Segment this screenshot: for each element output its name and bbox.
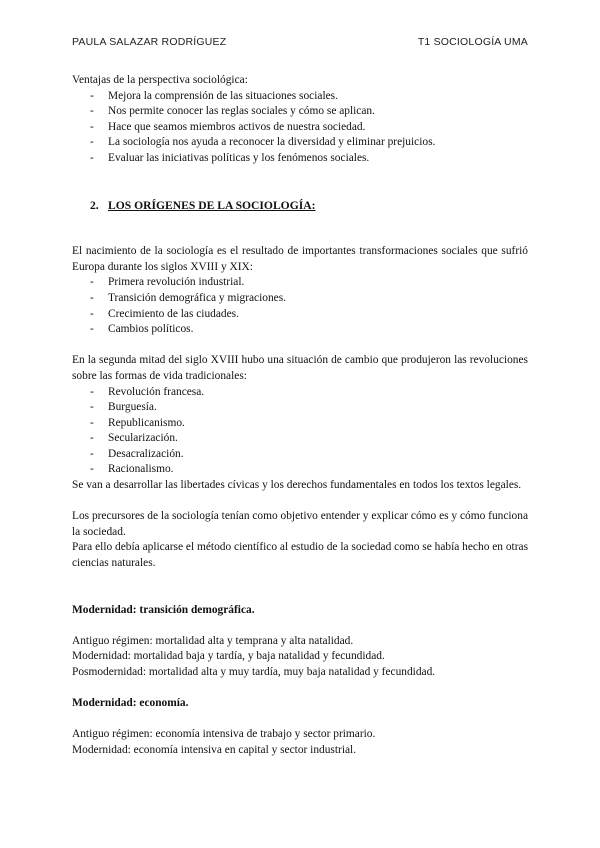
dash-bullet: - <box>90 105 94 118</box>
list-item <box>72 400 528 416</box>
dash-bullet: - <box>90 276 94 289</box>
list-item-text: Nos permite conocer las reglas sociales y cómo se aplican. <box>108 105 375 118</box>
dash-bullet: - <box>90 307 94 320</box>
siglo18-paragraph: En la segunda mitad del siglo XVIII hubo una situación de cambio que produjeron las revoluciones sobre las formas de vida tradicionales: <box>72 354 528 382</box>
list-item <box>72 447 528 463</box>
list-item-text: Evaluar las iniciativas políticas y los fenómenos sociales. <box>108 151 370 164</box>
list-item <box>72 120 528 136</box>
list-item <box>72 322 528 338</box>
economia-line: Antiguo régimen: economía intensiva de trabajo y sector primario. <box>72 728 376 741</box>
list-item <box>72 462 528 478</box>
list-item-text: Revolución francesa. <box>108 385 205 398</box>
dash-bullet: - <box>90 323 94 336</box>
list-item-text: Crecimiento de las ciudades. <box>108 307 239 320</box>
dash-bullet: - <box>90 120 94 133</box>
list-item-text: Cambios políticos. <box>108 323 194 336</box>
list-item <box>72 416 528 432</box>
list-item-text: Mejora la comprensión de las situaciones sociales. <box>108 89 338 102</box>
demografia-line: Posmodernidad: mortalidad alta y muy tardía, muy baja natalidad y fecundidad. <box>72 666 436 678</box>
list-item <box>72 291 528 307</box>
list-item <box>72 307 528 323</box>
ventajas-list <box>72 89 528 167</box>
list-item-text: Racionalismo. <box>108 463 174 476</box>
list-item-text: Secularización. <box>108 432 178 445</box>
dash-bullet: - <box>90 385 94 398</box>
dash-bullet: - <box>90 416 94 429</box>
section-heading <box>90 198 528 214</box>
list-item-text: Desacralización. <box>108 447 184 460</box>
dash-bullet: - <box>90 447 94 460</box>
list-item-text: Burguesía. <box>108 401 157 414</box>
list-item-text: Transición demográfica y migraciones. <box>108 291 286 304</box>
dash-bullet: - <box>90 291 94 304</box>
header-author: PAULA SALAZAR RODRÍGUEZ <box>72 36 227 48</box>
header-course: T1 SOCIOLOGÍA UMA <box>417 36 528 48</box>
list-item <box>72 275 528 291</box>
dash-bullet: - <box>90 401 94 414</box>
list-item <box>72 89 528 105</box>
demografia-line: Modernidad: mortalidad baja y tardía, y baja natalidad y fecundidad. <box>72 650 385 663</box>
dash-bullet: - <box>90 151 94 164</box>
metodo-paragraph: Para ello debía aplicarse el método científico al estudio de la sociedad como se había hecho en otras ciencias naturales. <box>72 541 528 570</box>
section-title: LOS ORÍGENES DE LA SOCIOLOGÍA: <box>108 198 316 212</box>
dash-bullet: - <box>90 432 94 445</box>
economia-heading: Modernidad: economía. <box>72 697 189 710</box>
nacimiento-list <box>72 275 528 337</box>
document-body <box>72 73 528 759</box>
ventajas-intro: Ventajas de la perspectiva sociológica: <box>72 74 248 86</box>
list-item-text: Hace que seamos miembros activos de nuestra sociedad. <box>108 120 366 133</box>
libertades-paragraph: Se van a desarrollar las libertades cívicas y los derechos fundamentales en todos los textos legales. <box>72 479 522 492</box>
list-item <box>72 135 528 151</box>
page-header <box>72 36 528 50</box>
demografia-heading: Modernidad: transición demográfica. <box>72 603 255 616</box>
list-item <box>72 151 528 167</box>
list-item <box>72 104 528 120</box>
list-item-text: La sociología nos ayuda a reconocer la diversidad y eliminar prejuicios. <box>108 136 436 149</box>
precursores-paragraph: Los precursores de la sociología tenían como objetivo entender y explicar cómo es y cómo funciona la sociedad. <box>72 510 528 538</box>
section-number: 2. <box>90 198 99 212</box>
siglo18-list <box>72 385 528 479</box>
dash-bullet: - <box>90 89 94 102</box>
dash-bullet: - <box>90 463 94 476</box>
dash-bullet: - <box>90 136 94 149</box>
economia-line: Modernidad: economía intensiva en capital y sector industrial. <box>72 743 357 756</box>
list-item-text: Primera revolución industrial. <box>108 276 245 289</box>
list-item-text: Republicanismo. <box>108 416 185 429</box>
list-item <box>72 385 528 401</box>
nacimiento-paragraph: El nacimiento de la sociología es el resultado de importantes transformaciones sociales que sufrió Europa durante los siglos XVIII y XIX: <box>72 245 528 273</box>
demografia-line: Antiguo régimen: mortalidad alta y temprana y alta natalidad. <box>72 634 354 647</box>
list-item <box>72 431 528 447</box>
